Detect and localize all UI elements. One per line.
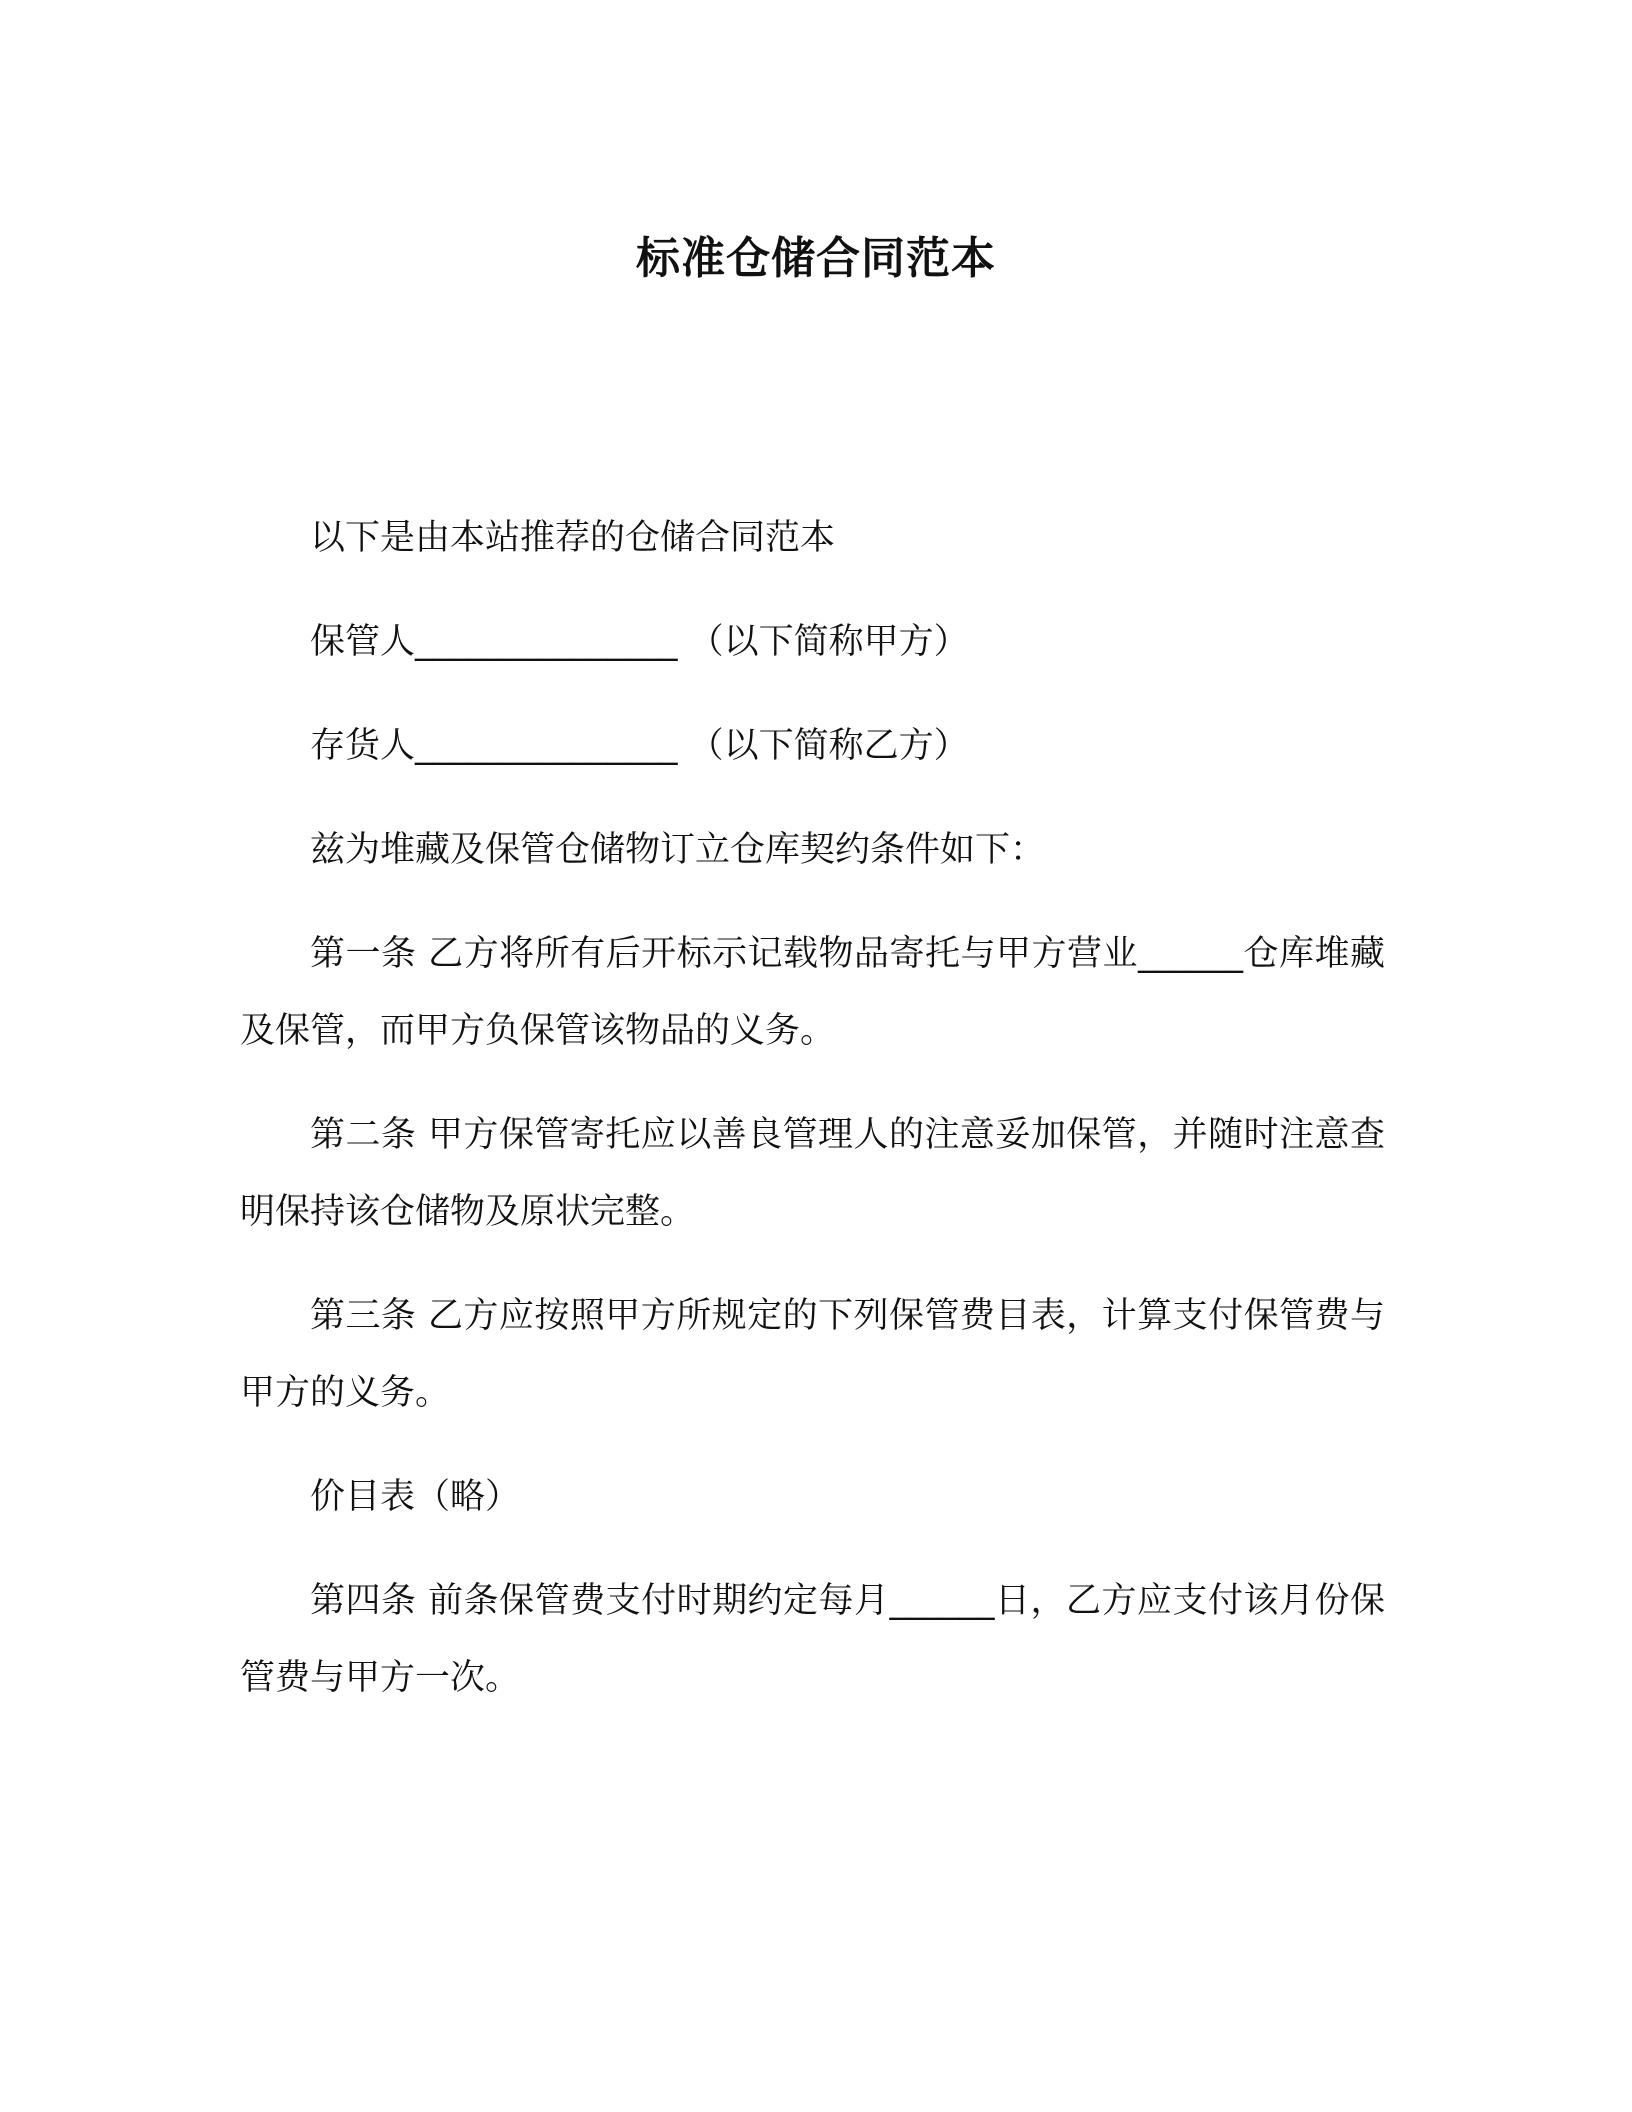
article-2-paragraph: 第二条 甲方保管寄托应以善良管理人的注意妥加保管，并随时注意查明保持该仓储物及原状完整。 — [240, 1115, 1385, 1232]
article-3-paragraph: 第三条 乙方应按照甲方所规定的下列保管费目表，计算支付保管费与甲方的义务。 — [240, 1296, 1385, 1413]
price-list-paragraph: 价目表（略） — [310, 1477, 521, 1517]
intro-paragraph: 以下是由本站推荐的仓储合同范本 — [310, 518, 836, 558]
depositor-line: 存货人_______________ （以下简称乙方） — [310, 726, 969, 766]
custodian-line: 保管人_______________ （以下简称甲方） — [310, 622, 969, 662]
article-1-paragraph: 第一条 乙方将所有后开标示记载物品寄托与甲方营业______仓库堆藏及保管，而甲方负保管该物品的义务。 — [240, 934, 1385, 1051]
document-body — [240, 500, 1385, 1744]
article-4-paragraph: 第四条 前条保管费支付时期约定每月______日，乙方应支付该月份保管费与甲方一次。 — [240, 1581, 1385, 1698]
preamble-paragraph: 兹为堆藏及保管仓储物订立仓库契约条件如下： — [310, 830, 1046, 870]
document-title: 标准仓储合同范本 — [636, 233, 996, 284]
